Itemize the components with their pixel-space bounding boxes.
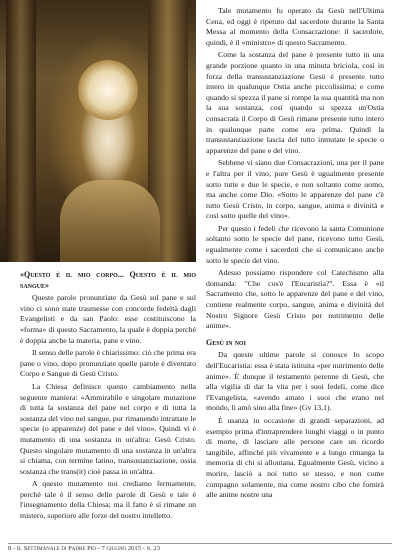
eucharistic-monstrance-photo — [0, 0, 196, 262]
paragraph: La Chiesa definisce questo cambiamento nella seguente maniera: «Ammirabile e singolare mutazione di tutta la sostanza del pane nel corpo e di tutta la sostanza del vino nel sangue, pur rimanendo intrattate le specie (o apparenze) del pane e del vino». Quindi vi è mutamento di una sostanza in un'altra: Gesù Cristo. Questo singolare mutamento di una sostanza in un'altra si chiama, con termine latino, transustanziazione, ossia sostanza che trans(it) cioè passa in un'altra. — [20, 381, 196, 476]
section-heading-jesus-in-us: Gesù in noi — [206, 337, 246, 347]
paragraph: Adesso possiamo rispondere col Catechismo alla domanda: "Che cos'è l'Eucaristia?". Essa è «il Sacramento che, sotto le apparenze del pane e del vino, contiene realmente corpo, sangue, anima e divinità del Nostro Signore Gesù Cristo per nutrimento delle anime». — [206, 268, 384, 331]
left-column — [20, 270, 196, 524]
footer-text: 8 - Il Settimanale di Padre Pio - 7 giugno 2015 - n. 23 — [8, 545, 160, 552]
paragraph: È usanza in occasione di grandi separazioni, ad esempio prima d'intraprendere lunghi viaggi o in punto di morte, di lasciare alle persone care un ricordo tangibile, affinché più vivamente e a lungo rimanga la memoria di chi si allontana. Egualmente Gesù, vicino a morire, lasciò a noi tutto se stesso, e non come compagno solamente, ma come nostro cibo che fornirà alle anime nostre una — [206, 415, 384, 500]
footer-rule — [8, 543, 392, 544]
paragraph: Sebbene vi siano due Consacrazioni, una per il pane e l'altra per il vino, pure Gesù è ugualmente presente sotto tutte e due le specie, e non soltanto come uomo, ma anche come Dio. «Sotto le apparenze del pane c'è tutto Gesù Cristo, in corpo, sangue, anima e divinità e così sotto quelle del vino». — [206, 158, 384, 221]
paragraph: Per questo i fedeli che ricevono la santa Comunione soltanto sotto le specie del pane, ricevono tutto Gesù, egualmente come i sacerdoti che si comunicano anche sotto le specie del vino. — [206, 223, 384, 265]
paragraph: A questo mutamento noi crediamo fermamente, perché tale è il senso delle parole di Gesù e tale è l'insegnamento della Chiesa; ma il fatto è sì rimane un mistero, superiore alle forze del nostro intelletto. — [20, 479, 196, 521]
section-heading-body-blood: «Questo è il mio corpo... Questo è il mio sangue» — [20, 270, 196, 290]
page-footer — [8, 543, 392, 555]
paragraph: Da queste ultime parole si conosce lo scopo dell'Eucaristia: essa è stata istituita «per nutrimento delle anime». È dunque il testamento perenne di Gesù, che alla vigilia di dar la vita per i suoi fedeli, come dice l'Evangelista, «avendo amato i suoi che erano nel mondo, li amò sino alla fine» (Gv 13,1). — [206, 350, 384, 413]
paragraph: Come la sostanza del pane è presente tutto in una grande porzione quanto in una minuta briciola, così in forza della transustanziazione Gesù è presente tutto intero in qualunque Ostia anche piccolissima; e come quando si spezza il pane si rompe la sua quantità ma non la sua sostanza, così quando si spezza un'Ostia consacrata il Corpo di Gesù rimane presente tutto intero in qualunque parte come era prima. Quindi la transustanziazione lascia del tutto inmutate le specie o apparenze del pane e del vino. — [206, 50, 384, 155]
paragraph: Queste parole pronunziate da Gesù sul pane e sul vino ci sono state trasmesse con concorde fedeltà dagli Evangelisti e da san Paolo: esse costituiscono la «forma» di questo Sacramento, la quale è doppia perché è doppia anche la materia, pane e vino. — [20, 293, 196, 345]
paragraph: Il senso delle parole è chiarissimo: ciò che prima era pane o vino, dopo pronunziate quelle parole è diventato Corpo e Sangue di Gesù Cristo. — [20, 348, 196, 379]
monstrance-glow — [78, 60, 138, 120]
paragraph: Tale mutamento fu operato da Gesù nell'Ultima Cena, ed oggi è ripetuto dal sacerdote durante la Santa Messa al momento della Consacrazione: il sacerdote, quindi, è il «ministro» di questo Sacramento. — [206, 6, 384, 47]
right-column — [206, 6, 384, 503]
monstrance-base — [60, 180, 160, 262]
photo-pillar-left — [6, 0, 36, 262]
